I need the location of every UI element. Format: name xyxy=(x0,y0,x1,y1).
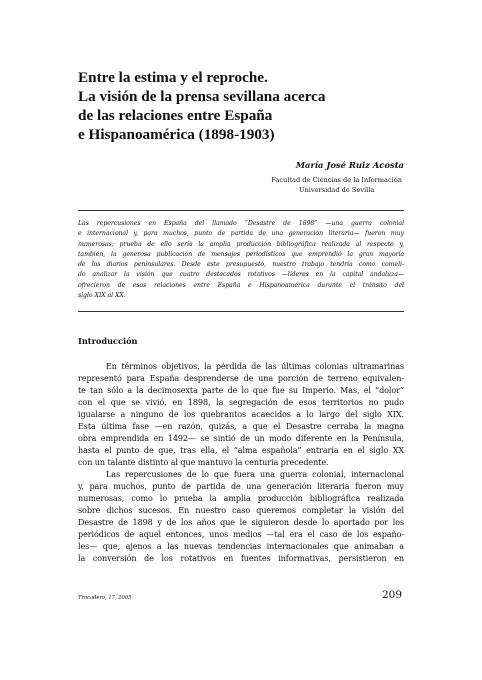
journal-citation: Trocadero, 17, 2005 xyxy=(78,595,132,601)
body-line: hasta el punto de que, tras ella, el “alma española” entraría en el siglo XX xyxy=(78,446,404,455)
body-line: te tan sólo a la decimosexta parte de lo que fue su Imperio. Mas, el “dolor” xyxy=(78,386,404,395)
abstract-top-rule xyxy=(78,210,404,211)
body-line: periódicos de aquel entonces, unos medios —tal era el caso de los españo- xyxy=(78,530,404,539)
affiliation-line: Universidad de Sevilla xyxy=(299,185,375,194)
abstract-line: do analizar la visión que cuatro destacados rotativos —líderes en la capital andaluza— xyxy=(78,271,404,279)
title-line: e Hispanoamérica (1898-1903) xyxy=(78,126,275,143)
article-title xyxy=(78,68,408,144)
abstract-line: Las repercusiones en España del llamado “Desastre de 1898” —una guerra colonial xyxy=(78,220,404,227)
page-number: 209 xyxy=(381,589,402,601)
abstract-line: e internacional y, para muchos, punto de partida de una generación literaria— fueron muy xyxy=(78,230,404,238)
abstract-line: de los diarios peninsulares. Desde este presupuesto, nuestro trabajo tendría como comeli- xyxy=(78,261,404,269)
affiliation-line: Facultad de Ciencias de la Información xyxy=(271,176,402,184)
body-line: la conversión de los rotativos en fuentes informativas, persistieron en xyxy=(78,554,404,563)
author-name: María José Ruiz Acosta xyxy=(295,160,404,170)
body-line: representó para España desprenderse de una porción de terreno equivalen- xyxy=(78,374,404,383)
body-line: igualarse a ninguno de los quebrantos acaecidos a lo largo del siglo XIX. xyxy=(78,410,404,419)
body-line: Esta última fase —en razón, quizás, a que el Desastre cerraba la magna xyxy=(78,422,404,431)
body-line: y, para muchos, punto de partida de una generación literaria fueron muy xyxy=(78,482,404,491)
body-line: obra emprendida en 1492— se sintió de un modo diferente en la Península, xyxy=(78,434,404,443)
title-line: La visión de la prensa sevillana acerca xyxy=(78,88,326,105)
author-affiliation xyxy=(271,176,402,195)
body-line: Desastre de 1898 y de los años que le siguieron desde lo aportado por los xyxy=(78,518,404,527)
body-text xyxy=(78,361,404,565)
section-heading: Introducción xyxy=(78,336,138,346)
abstract-bottom-rule xyxy=(78,311,404,312)
title-line: de las relaciones entre España xyxy=(78,107,273,124)
body-line: les— que, ajenos a las nuevas tendencias internacionales que animaban a xyxy=(78,542,404,551)
abstract-line: numerosas; prueba de ello sería la amplia producción bibliográfica realizada al respecto y, xyxy=(78,240,404,248)
body-line: numerosas, como lo prueba la amplia producción bibliográfica realizada xyxy=(78,494,404,503)
abstract-line: siglo XIX al XX. xyxy=(78,292,126,300)
body-line: En términos objetivos, la pérdida de las últimas colonias ultramarinas xyxy=(106,362,404,371)
body-line: con un talante distinto al que mantuvo la centuria precedente. xyxy=(78,458,329,467)
abstract xyxy=(78,219,404,301)
body-line: con el que se vivió, en 1898, la segregación de esos territorios no pudo xyxy=(78,398,404,407)
abstract-line: también, la generosa publicación de mensajes periodísticos que emprendió la gran mayoría xyxy=(78,250,404,258)
abstract-line: ofrecieron de esas relaciones entre España e Hispanoamérica durante el tránsito del xyxy=(78,281,404,289)
body-line: sobre dichos sucesos. En nuestro caso queremos completar la visión del xyxy=(78,506,404,515)
body-line: Las repercusiones de lo que fuera una guerra colonial, internacional xyxy=(106,470,404,479)
title-line: Entre la estima y el reproche. xyxy=(78,69,268,86)
